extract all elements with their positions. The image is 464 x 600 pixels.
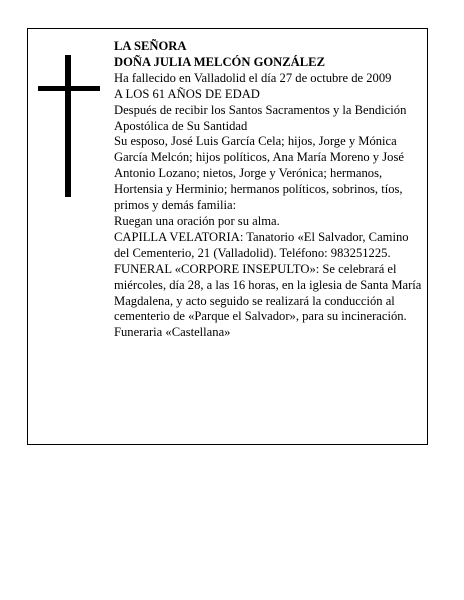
sacraments-statement: Después de recibir los Santos Sacramentos y la Bendición Apostólica de Su Santidad <box>114 102 407 133</box>
funeral-info: FUNERAL «CORPORE INSEPULTO»: Se celebrará el miércoles, día 28, a las 16 horas, en la iglesia de Santa María Magdalena, y acto seguido se realizará la conducción al cementerio de «Parque el Salvador», para su incineración. <box>114 261 422 324</box>
cross-horizontal-bar <box>38 86 100 91</box>
notice-title: LA SEÑORA <box>114 39 187 53</box>
age-statement: A LOS 61 AÑOS DE EDAD <box>114 86 260 101</box>
family-list: Su esposo, José Luis García Cela; hijos, Jorge y Mónica García Melcón; hijos políticos, Ana María Moreno y José Antonio Lozano; nietos, Jorge y Verónica; hermanos, Hortensia y Herminio; hermanos políticos, sobrinos, tíos, primos y demás familia: <box>114 134 404 213</box>
deceased-name: DOÑA JULIA MELCÓN GONZÁLEZ <box>114 54 325 69</box>
prayer-request: Ruegan una oración por su alma. <box>114 213 280 228</box>
chapel-info: CAPILLA VELATORIA: Tanatorio «El Salvador, Camino del Cementerio, 21 (Valladolid). Teléfono: 983251225. <box>114 229 409 260</box>
death-statement: Ha fallecido en Valladolid el día 27 de octubre de 2009 <box>114 70 392 85</box>
cross-vertical-bar <box>65 55 71 197</box>
obituary-text <box>114 39 424 341</box>
funeral-home: Funeraria «Castellana» <box>114 325 231 340</box>
latin-cross-icon <box>38 55 100 197</box>
